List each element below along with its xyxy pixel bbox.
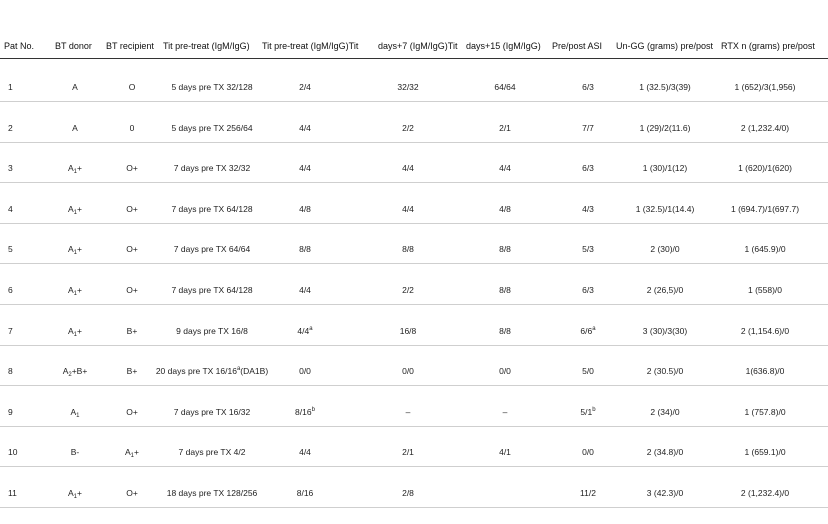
header-bt-recipient: BT recipient [106,41,154,51]
cell-tit-pre-treat: 7 days pre TX 16/32 [173,406,251,417]
cell-bt-recipient: O+ [126,244,138,255]
cell-pat-no: 2 [8,122,13,133]
cell-tit-pre-treat: 18 days pre TX 128/256 [166,488,258,498]
cell-pre-post-asi: 6/3 [582,82,594,92]
header-bt-donor: BT donor [55,41,92,51]
table-row [0,326,828,362]
cell-pre-post-asi: 4/3 [582,203,594,214]
cell-bt-donor: B- [70,447,80,458]
row-divider [0,101,828,102]
cell-un-gg: 2 (34.8)/0 [646,447,684,458]
cell-bt-donor: A [72,82,78,92]
cell-un-gg: 3 (42.3)/0 [646,488,684,498]
cell-pat-no: 6 [8,285,13,295]
cell-days-7: – [405,406,411,417]
cell-tit-pre-treat-2: 4/4$^a$ [297,325,313,336]
cell-bt-recipient: O+ [126,203,138,214]
table-row [0,285,828,321]
cell-pat-no: 8 [8,366,13,377]
table-row [0,244,828,280]
cell-tit-pre-treat-2: 0/0 [299,366,311,377]
cell-bt-donor: $A_1+$ [68,285,82,297]
cell-un-gg: 3 (30)/3(30) [642,325,688,336]
row-divider [0,263,828,264]
row-divider [0,182,828,183]
table-row [0,447,828,483]
cell-rtx: 1 (757.8)/0 [744,406,786,417]
cell-pre-post-asi: 5/3 [582,244,594,255]
cell-bt-donor: $A_2+B+$ [62,366,88,379]
header-divider [0,58,828,59]
cell-days-7: 4/4 [402,203,414,214]
cell-pat-no: 4 [8,203,13,214]
cell-tit-pre-treat: 20 days pre TX 16/16$^a$(DA1B) [155,366,269,377]
row-divider [0,466,828,467]
cell-rtx: 1 (652)/3(1,956) [734,82,796,92]
cell-rtx: 1 (645.9)/0 [744,244,786,255]
cell-pre-post-asi: 5/1$^b$ [580,406,596,417]
cell-pat-no: 1 [8,82,13,92]
cell-un-gg: 2 (26,5)/0 [646,285,684,295]
cell-days-7: 2/8 [402,488,414,498]
cell-pat-no: 10 [8,447,18,458]
table-row [0,82,828,118]
header-pat-no: Pat No. [4,41,35,51]
header-days-7: days+7 (IgM/IgG)Tit [378,41,458,51]
cell-tit-pre-treat-2: 8/16$^b$ [295,406,315,417]
table-row [0,123,828,159]
cell-tit-pre-treat: 5 days pre TX 32/128 [171,82,253,92]
cell-pre-post-asi: 7/7 [582,122,594,133]
cell-pat-no: 7 [8,325,13,336]
cell-days-15: 2/1 [499,122,511,133]
cell-days-15: 8/8 [499,244,511,255]
cell-tit-pre-treat: 5 days pre TX 256/64 [171,122,253,133]
cell-pre-post-asi: 6/3 [582,163,594,174]
row-divider [0,223,828,224]
cell-tit-pre-treat-2: 4/8 [299,203,311,214]
cell-un-gg: 1 (32.5)/3(39) [639,82,691,92]
cell-rtx: 2 (1,154.6)/0 [740,325,790,336]
cell-days-7: 2/2 [402,285,414,295]
row-divider [0,304,828,305]
cell-rtx: 1 (620)/1(620) [738,163,792,174]
cell-days-7: 32/32 [397,82,419,92]
cell-days-7: 8/8 [402,244,414,255]
cell-days-15: 0/0 [499,366,511,377]
cell-pat-no: 3 [8,163,13,174]
cell-bt-donor: $A_1+$ [68,488,82,500]
cell-bt-donor: $A_1$ [70,406,80,419]
cell-tit-pre-treat: 7 days pre TX 64/128 [171,285,253,295]
cell-days-15: 8/8 [499,285,511,295]
header-tit-pre-treat: Tit pre-treat (IgM/IgG) [163,41,250,51]
cell-rtx: 2 (1,232.4/0) [740,122,790,133]
cell-rtx: 1 (558)/0 [747,285,783,295]
cell-pat-no: 11 [8,488,17,498]
cell-days-7: 2/1 [402,447,414,458]
cell-days-15: 4/4 [499,163,511,174]
cell-bt-recipient: B+ [126,366,138,377]
cell-days-7: 4/4 [402,163,414,174]
cell-bt-recipient: O+ [126,285,138,295]
cell-bt-recipient: O [128,82,136,92]
header-pre-post-asi: Pre/post ASI [552,41,603,51]
cell-tit-pre-treat-2: 4/4 [299,285,311,295]
cell-bt-donor: $A_1+$ [68,325,82,338]
cell-tit-pre-treat: 7 days pre TX 32/32 [173,163,251,174]
cell-bt-recipient: B+ [126,325,138,336]
cell-bt-recipient: $A_1+$ [125,447,139,460]
table-row [0,488,828,524]
cell-days-15: 64/64 [494,82,516,92]
cell-tit-pre-treat: 7 days pre TX 64/64 [173,244,251,255]
cell-days-15: 8/8 [499,325,511,336]
cell-tit-pre-treat-2: 2/4 [299,82,311,92]
cell-days-7: 16/8 [399,325,417,336]
cell-un-gg: 1 (30)/1(12) [642,163,688,174]
cell-tit-pre-treat: 7 days pre TX 4/2 [178,447,246,458]
cell-days-15: 4/1 [499,447,511,458]
row-divider [0,426,828,427]
cell-tit-pre-treat-2: 4/4 [299,447,311,458]
cell-bt-recipient: O+ [126,163,138,174]
cell-pre-post-asi: 6/6$^a$ [580,325,596,336]
cell-un-gg: 2 (34)/0 [650,406,680,417]
cell-un-gg: 1 (32.5)/1(14.4) [635,203,695,214]
cell-rtx: 1 (659.1)/0 [744,447,786,458]
cell-days-7: 0/0 [402,366,414,377]
header-un-gg: Un-GG (grams) pre/post [616,41,714,51]
cell-pat-no: 5 [8,244,13,255]
cell-bt-donor: A [72,122,78,133]
header-days-15: days+15 (IgM/IgG) [466,41,541,51]
header-rtx: RTX n (grams) pre/post [721,41,815,51]
table-row [0,204,828,240]
table-row [0,163,828,199]
cell-rtx: 1(636.8)/0 [745,366,785,377]
row-divider [0,345,828,346]
header-tit-pre-treat-2: Tit pre-treat (IgM/IgG)Tit [262,41,359,51]
cell-tit-pre-treat-2: 4/4 [299,122,311,133]
cell-bt-donor: $A_1+$ [68,244,82,257]
cell-un-gg: 2 (30)/0 [650,244,680,255]
cell-pre-post-asi: 11/2 [580,488,596,498]
cell-pre-post-asi: 6/3 [582,285,594,295]
cell-tit-pre-treat: 7 days pre TX 64/128 [171,203,253,214]
cell-tit-pre-treat-2: 8/16 [296,488,314,498]
cell-bt-recipient: O+ [126,488,138,498]
table-row [0,407,828,443]
cell-rtx: 2 (1,232.4)/0 [740,488,790,498]
cell-pre-post-asi: 5/0 [582,366,594,377]
cell-bt-recipient: 0 [129,122,135,133]
table-row [0,366,828,402]
cell-pat-no: 9 [8,406,13,417]
cell-tit-pre-treat-2: 4/4 [299,163,311,174]
cell-days-15: 4/8 [499,203,511,214]
row-divider [0,385,828,386]
cell-days-15: – [502,406,508,417]
cell-tit-pre-treat-2: 8/8 [299,244,311,255]
cell-rtx: 1 (694.7)/1(697.7) [730,203,800,214]
cell-pre-post-asi: 0/0 [582,447,594,458]
cell-bt-recipient: O+ [126,406,138,417]
cell-bt-donor: $A_1+$ [68,203,82,216]
cell-un-gg: 1 (29)/2(11.6) [639,122,691,133]
row-divider [0,142,828,143]
cell-un-gg: 2 (30.5)/0 [646,366,684,377]
cell-bt-donor: $A_1+$ [68,163,82,176]
row-divider [0,507,828,508]
cell-days-7: 2/2 [402,122,414,133]
cell-tit-pre-treat: 9 days pre TX 16/8 [176,325,248,336]
